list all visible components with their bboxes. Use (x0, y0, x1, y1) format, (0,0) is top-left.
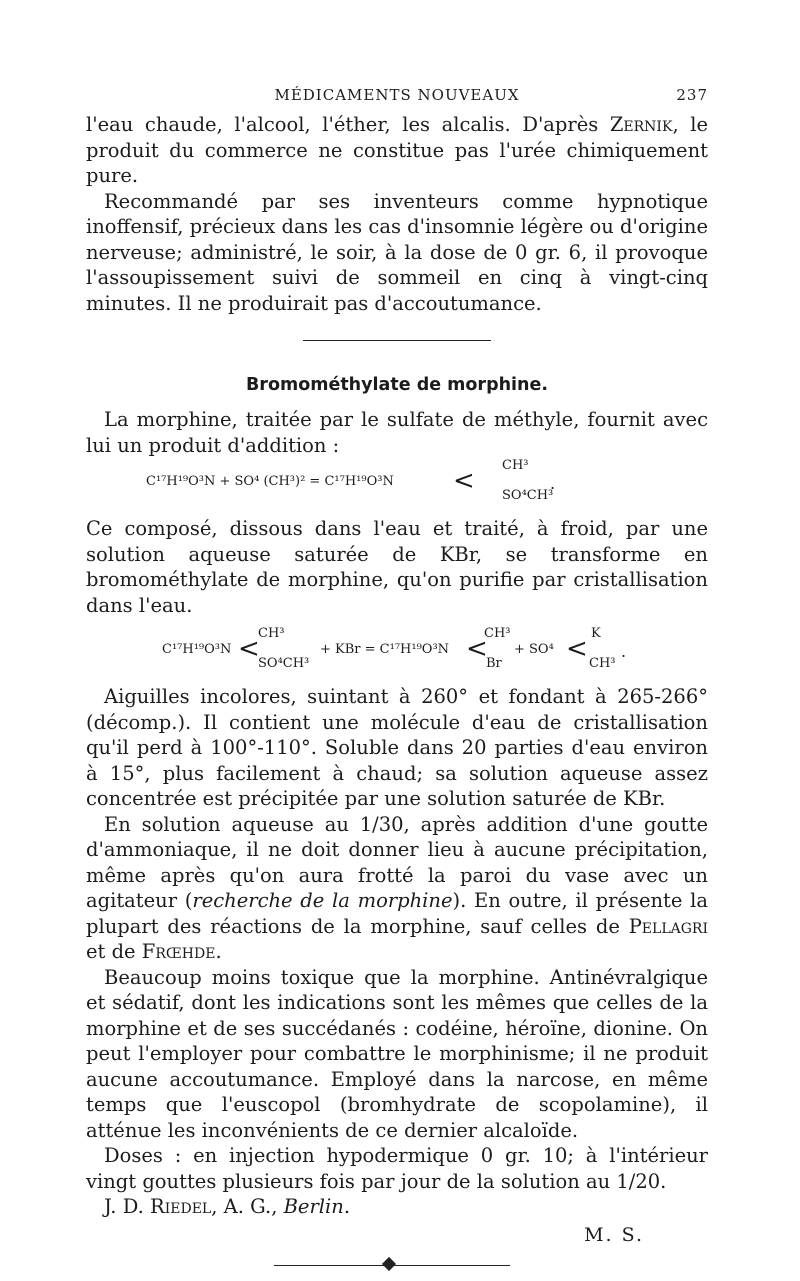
paragraph-4: Ce composé, dissous dans l'eau et traité, à froid, par une solution aqueuse saturée de KBr, se transforme en bromométhylate de morphine, qu'on purifie par cristallisation dans l'eau. (86, 517, 708, 617)
paragraph-8: Doses : en injection hypodermique 0 gr. 10; à l'intérieur vingt gouttes plusieurs fois par jour de la solution au 1/20. (86, 1144, 708, 1193)
equation-2-reactant: C¹⁷H¹⁹O³N (162, 642, 232, 657)
equation-2-middle: + KBr = C¹⁷H¹⁹O³N (320, 642, 450, 657)
author-name-zernik: Zernik (609, 113, 673, 136)
manufacturer-company: , A. G., (211, 1195, 284, 1218)
paragraph-5: Aiguilles incolores, suintant à 260° et fondant à 265-266° (décomp.). Il contient une molécule d'eau de cristallisation qu'il perd à 100°-110°. Soluble dans 20 parties d'eau environ à 15°, plus facilement à chaud; sa solution aqueuse assez concentrée est précipitée par une solution saturée de KBr. (86, 685, 708, 810)
equation-1-lower: SO⁴CH³ (502, 488, 554, 503)
equation-2-b-upper: CH³ (484, 626, 511, 641)
author-signature: M. S. (584, 1223, 644, 1246)
book-page (86, 84, 708, 1278)
author-name-pellagri: Pellagri (628, 914, 708, 938)
manufacturer-initials: J. D. (104, 1195, 151, 1218)
equation-2-branch-a: < (238, 634, 260, 664)
equation-1-upper: CH³ (502, 458, 529, 473)
paragraph-6-connector: et de (86, 940, 142, 963)
signature-block (86, 1220, 708, 1246)
manufacturer-line (86, 1194, 708, 1220)
end-ornament (86, 1254, 708, 1278)
equation-1-branch: < (453, 466, 475, 496)
paragraph-1-end: , le produit du commerce ne constitue pas l'urée chimiquement pure. (86, 113, 708, 187)
equation-2-a-upper: CH³ (258, 626, 285, 641)
equation-2-branch-c: < (566, 634, 588, 664)
paragraph-6-middle: ). En outre, il présente la plupart des réactions de la morphine, sauf celles de (86, 889, 708, 938)
paragraph-1-text: l'eau chaude, l'alcool, l'éther, les alcalis. D'après (86, 113, 610, 136)
paragraph-7: Beaucoup moins toxique que la morphine. Antinévralgique et sédatif, dont les indications sont les mêmes que celles de la morphine et de ses succédanés : codéine, héroïne, dionine. On peut l'employer pour combattre le morphinisme; il ne produit aucune accoutumance. Employé dans la narcose, en même temps que l'euscopol (bromhydrate de scopolamine), il atténue les inconvénients de ce dernier alcaloïde. (86, 965, 708, 1142)
paragraph-6-text: En solution aqueuse au 1/30, après addition d'une goutte d'ammoniaque, il ne doit donner lieu à aucune précipitation, même après qu'on aura frotté la paroi du vase avec un agitateur ( (86, 812, 708, 912)
equation-2-c-lower: CH³ (589, 656, 616, 671)
paragraph-6-end: . (215, 940, 222, 963)
section-divider (303, 340, 491, 341)
equation-2-b-lower: Br (486, 656, 502, 671)
manufacturer-name: Riedel (150, 1195, 212, 1218)
author-name-froehde: Frœhde (141, 940, 216, 963)
running-header (86, 84, 708, 112)
equation-2-c-upper: K (591, 626, 601, 641)
page-number: 237 (676, 86, 708, 104)
equation-1-left: C¹⁷H¹⁹O³N + SO⁴ (CH³)² = C¹⁷H¹⁹O³N (146, 474, 394, 489)
paragraph-6 (86, 812, 708, 965)
manufacturer-city: Berlin (283, 1195, 344, 1218)
diamond-icon (382, 1256, 396, 1270)
section-title: Bromométhylate de morphine. (245, 375, 549, 395)
paragraph-6-italic: recherche de la morphine (192, 889, 453, 912)
paragraph-3: La morphine, traitée par le sulfate de méthyle, fournit avec lui un produit d'addition : (86, 408, 708, 457)
manufacturer-end: . (343, 1195, 351, 1218)
equation-1-end: . (550, 474, 556, 493)
equation-2-end: . (621, 642, 627, 661)
equation-2-branch-b: < (466, 634, 488, 664)
chemical-equation-1 (86, 458, 708, 506)
running-title: MÉDICAMENTS NOUVEAUX (274, 86, 520, 104)
equation-2-a-lower: SO⁴CH³ (258, 656, 310, 671)
paragraph-2: Recommandé par ses inventeurs comme hypnotique inoffensif, précieux dans les cas d'insomnie légère ou d'origine nerveuse; administré, le soir, à la dose de 0 gr. 6, il provoque l'assoupissement suivi de sommeil en cinq à vingt-cinq minutes. Il ne produirait pas d'accoutumance. (86, 189, 708, 315)
equation-2-sulfate: + SO⁴ (514, 642, 554, 657)
chemical-equation-2 (86, 626, 708, 674)
paragraph-1 (86, 112, 708, 189)
